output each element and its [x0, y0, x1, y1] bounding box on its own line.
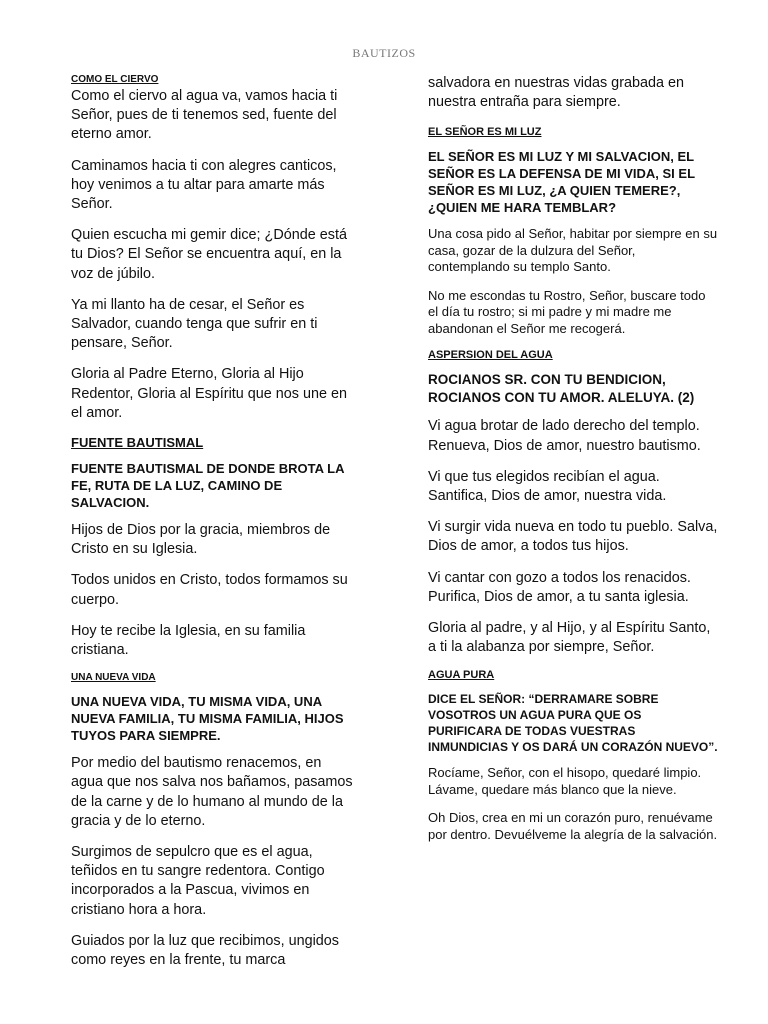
verse: Hijos de Dios por la gracia, miembros de Cristo en su Iglesia.	[71, 522, 331, 558]
song-title: COMO EL CIERVO	[71, 74, 159, 85]
verse: Gloria al Padre Eterno, Gloria al Hijo Redentor, Gloria al Espíritu que nos une en el amor.	[71, 366, 347, 421]
verse: Vi surgir vida nueva en todo tu pueblo. Salva, Dios de amor, a todos tus hijos.	[428, 519, 718, 555]
song-title: EL SEÑOR ES MI LUZ	[428, 126, 542, 139]
song-una-nueva-vida	[71, 672, 356, 970]
page-header: BAUTIZOS	[352, 46, 416, 60]
verse: No me escondas tu Rostro, Señor, buscare todo el día tu rostro; si mi padre y mi madre me abandonan el Señor me recogerá.	[428, 287, 706, 336]
refrain: UNA NUEVA VIDA, TU MISMA VIDA, UNA NUEVA FAMILIA, TU MISMA FAMILIA, HIJOS TUYOS PARA SIEMPRE.	[71, 694, 344, 744]
song-fuente-bautismal	[71, 435, 356, 660]
refrain: DICE EL SEÑOR: “DERRAMARE SOBRE VOSOTROS UN AGUA PURA QUE OS PURIFICARA DE TODAS VUESTRAS INMUNDICIAS Y OS DARÁ UN CORAZÓN NUEVO”.	[428, 692, 718, 755]
verse: Vi cantar con gozo a todos los renacidos. Purifica, Dios de amor, a tu santa iglesia.	[428, 569, 691, 605]
refrain: FUENTE BAUTISMAL DE DONDE BROTA LA FE, RUTA DE LA LUZ, CAMINO DE SALVACION.	[71, 461, 344, 511]
verse: Caminamos hacia ti con alegres canticos, hoy venimos a tu altar para amarte más Señor.	[71, 157, 337, 213]
song-como-el-ciervo	[71, 74, 356, 423]
verse: Vi que tus elegidos recibían el agua. Santifica, Dios de amor, nuestra vida.	[428, 468, 667, 505]
verse: Hoy te recibe la Iglesia, en su familia cristiana.	[71, 622, 306, 659]
refrain: ROCIANOS SR. CON TU BENDICION, ROCIANOS CON TU AMOR. ALELUYA. (2)	[428, 372, 695, 406]
verse: Quien escucha mi gemir dice; ¿Dónde está tu Dios? El Señor se encuentra aquí, en la voz de júbilo.	[71, 227, 347, 282]
song-aspersion-del-agua	[428, 349, 718, 657]
left-column	[71, 74, 356, 1024]
right-column	[428, 74, 718, 1024]
verse: Como el ciervo al agua va, vamos hacia ti Señor, pues de ti tenemos sed, fuente del eterno amor.	[71, 88, 338, 143]
refrain: EL SEÑOR ES MI LUZ Y MI SALVACION, EL SEÑOR ES LA DEFENSA DE MI VIDA, SI EL SEÑOR ES MI LUZ, ¿A QUIEN TEMERE?, ¿QUIEN ME HARA TEMBLAR?	[428, 149, 695, 216]
verse: Oh Dios, crea en mi un corazón puro, renuévame por dentro. Devuélveme la alegría de la salvación.	[428, 810, 718, 842]
song-el-senor-es-mi-luz	[428, 126, 718, 337]
verse-continuation: salvadora en nuestras vidas grabada en nuestra entraña para siempre.	[428, 75, 685, 111]
verse: Gloria al padre, y al Hijo, y al Espíritu Santo, a ti la alabanza por siempre, Señor.	[428, 620, 711, 656]
song-agua-pura	[428, 669, 718, 843]
song-title: UNA NUEVA VIDA	[71, 672, 156, 684]
verse: Vi agua brotar de lado derecho del templo. Renueva, Dios de amor, nuestro bautismo.	[428, 418, 701, 454]
verse: Guiados por la luz que recibimos, ungidos como reyes en la frente, tu marca	[71, 932, 339, 969]
song-title: ASPERSION DEL AGUA	[428, 349, 553, 362]
verse: Por medio del bautismo renacemos, en agua que nos salva nos bañamos, pasamos de la carne y de lo humano al mundo de la gracia y de lo eterno.	[71, 755, 353, 829]
verse: Una cosa pido al Señor, habitar por siempre en su casa, gozar de la dulzura del Señor, contemplando su templo Santo.	[428, 226, 718, 275]
verse: Surgimos de sepulcro que es el agua, teñidos en tu sangre redentora. Contigo incorporados a la Pascua, vivimos en cristiano hora a hora.	[71, 844, 325, 918]
verse: Rocíame, Señor, con el hisopo, quedaré limpio. Lávame, quedare más blanco que la nieve.	[428, 765, 702, 797]
song-title: FUENTE BAUTISMAL	[71, 435, 204, 451]
verse: Todos unidos en Cristo, todos formamos su cuerpo.	[71, 572, 348, 608]
verse: Ya mi llanto ha de cesar, el Señor es Salvador, cuando tenga que sufrir en ti pensare, Señor.	[71, 296, 318, 352]
song-title: AGUA PURA	[428, 669, 495, 682]
